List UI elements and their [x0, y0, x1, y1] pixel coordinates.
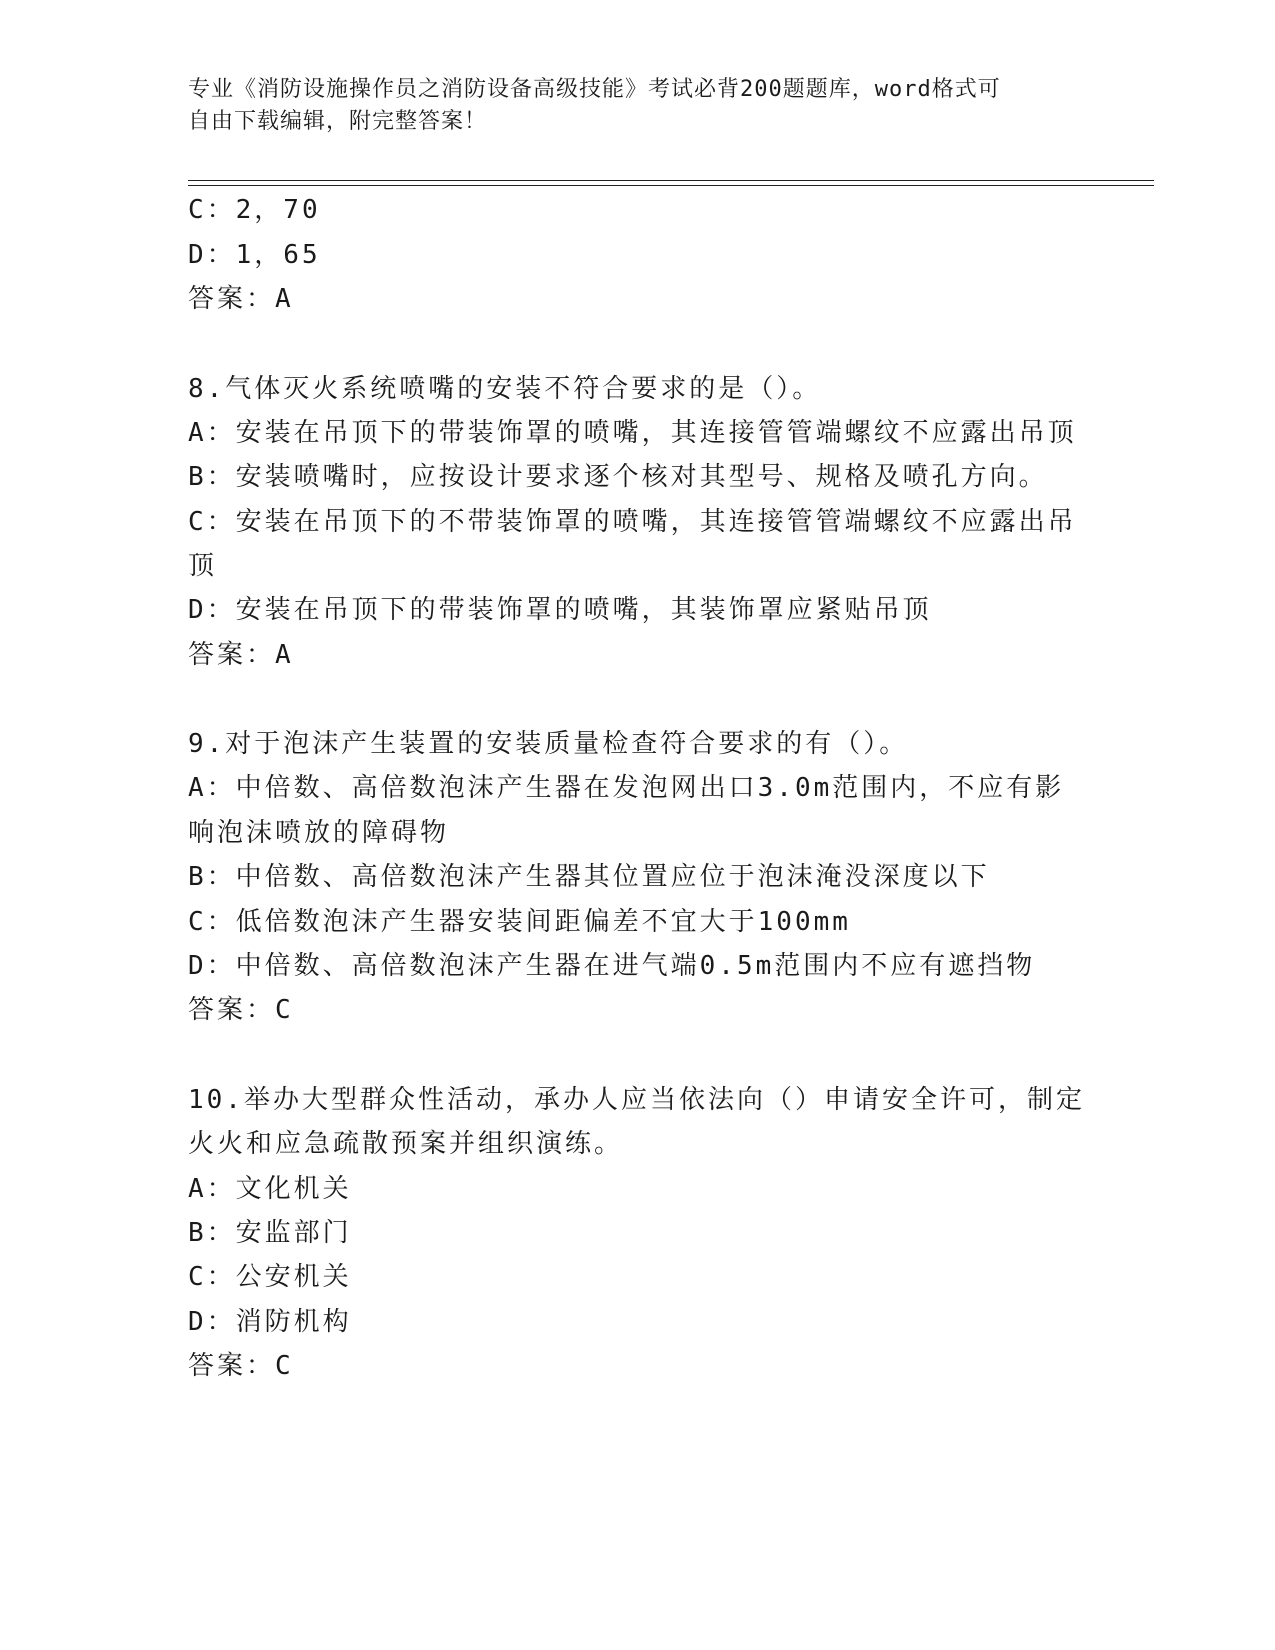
- q9-answer: 答案：C: [188, 995, 294, 1025]
- q10-answer: 答案：C: [188, 1351, 294, 1381]
- q7-option-d: D：1，65: [188, 240, 321, 270]
- q10-option-b: B：安监部门: [188, 1218, 352, 1248]
- q9-option-b: B：中倍数、高倍数泡沫产生器其位置应位于泡沫淹没深度以下: [188, 862, 990, 892]
- q10-question-line-1: 10.举办大型群众性活动，承办人应当依法向（）申请安全许可，制定: [188, 1085, 1085, 1115]
- q9-question: 9.对于泡沫产生装置的安装质量检查符合要求的有（）。: [188, 729, 909, 759]
- header-line-2: 自由下载编辑，附完整答案！: [188, 109, 488, 134]
- q9-option-a-line-2: 响泡沫喷放的障碍物: [188, 818, 450, 848]
- q7-option-c: C：2，70: [188, 195, 321, 225]
- document-header: [188, 74, 1088, 138]
- q8-answer: 答案：A: [188, 640, 294, 670]
- q10-option-c: C：公安机关: [188, 1262, 352, 1292]
- q10-option-a: A：文化机关: [188, 1174, 352, 1204]
- header-line-1: 专业《消防设施操作员之消防设备高级技能》考试必背200题题库，word格式可: [188, 77, 1001, 102]
- q9-option-c: C：低倍数泡沫产生器安装间距偏差不宜大于100mm: [188, 907, 851, 937]
- q8-option-c-line-1: C：安装在吊顶下的不带装饰罩的喷嘴，其连接管管端螺纹不应露出吊: [188, 507, 1077, 537]
- header-divider-top: [188, 180, 1154, 181]
- header-divider-bottom: [188, 185, 1154, 186]
- q9-option-a-line-1: A：中倍数、高倍数泡沫产生器在发泡网出口3.0m范围内，不应有影: [188, 773, 1065, 803]
- q8-option-a: A：安装在吊顶下的带装饰罩的喷嘴，其连接管管端螺纹不应露出吊顶: [188, 418, 1077, 448]
- q7-answer: 答案：A: [188, 284, 294, 314]
- q10-question-line-2: 火火和应急疏散预案并组织演练。: [188, 1129, 624, 1159]
- q10-option-d: D：消防机构: [188, 1307, 352, 1337]
- q8-option-b: B：安装喷嘴时，应按设计要求逐个核对其型号、规格及喷孔方向。: [188, 462, 1048, 492]
- q8-option-c-line-2: 顶: [188, 551, 218, 581]
- q9-option-d: D：中倍数、高倍数泡沫产生器在进气端0.5m范围内不应有遮挡物: [188, 951, 1036, 981]
- q8-option-d: D：安装在吊顶下的带装饰罩的喷嘴，其装饰罩应紧贴吊顶: [188, 595, 932, 625]
- q8-question: 8.气体灭火系统喷嘴的安装不符合要求的是（）。: [188, 374, 822, 404]
